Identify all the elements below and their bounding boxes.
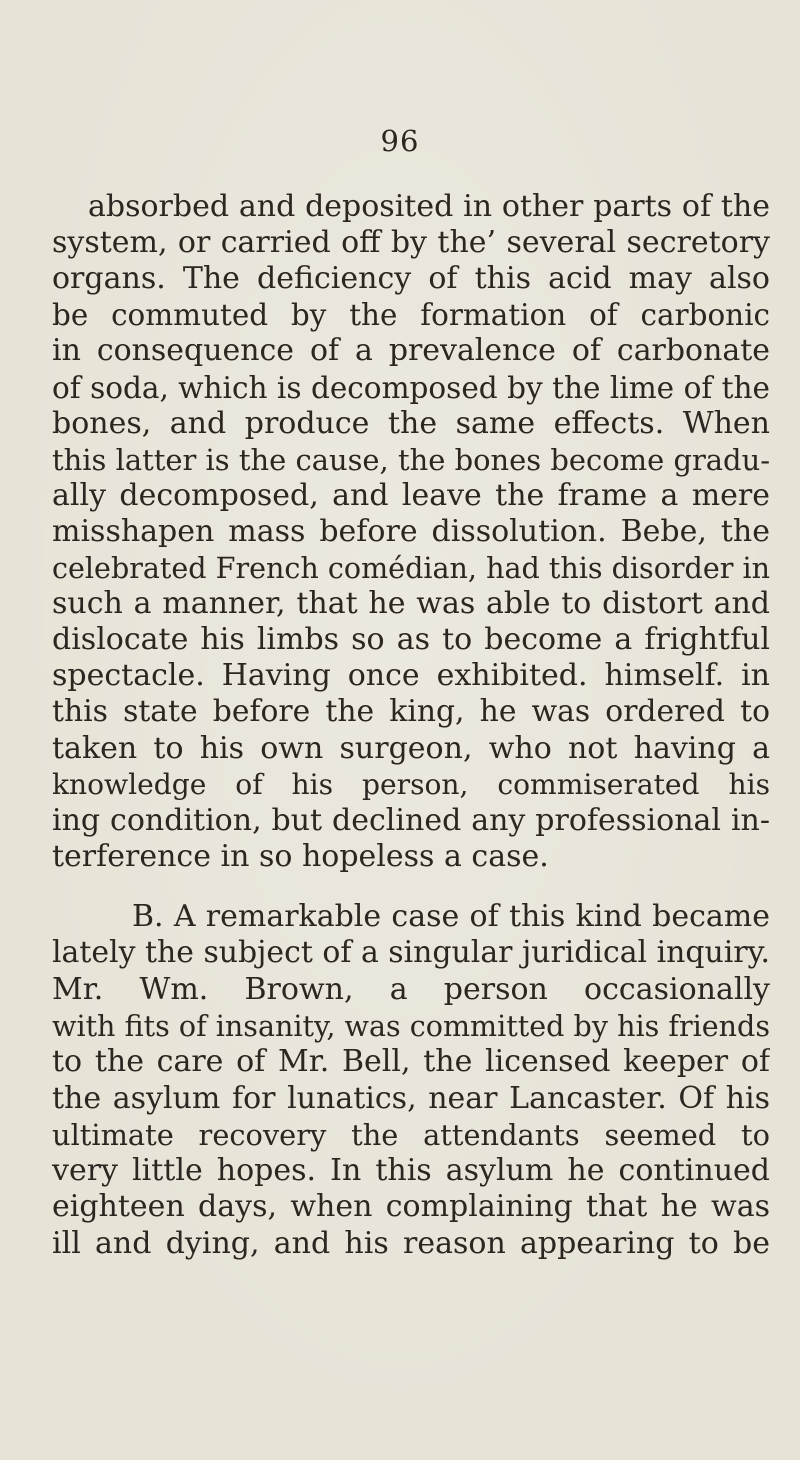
text-line: ing condition, but declined any professional in- — [52, 804, 770, 838]
text-line: taken to his own surgeon, who not having a — [52, 732, 770, 766]
text-line: lately the subject of a singular juridical inquiry. — [52, 936, 770, 970]
text-line: system, or carried off by the’ several secretory — [52, 226, 770, 260]
text-line: very little hopes. In this asylum he continued — [52, 1154, 770, 1188]
text-line: ill and dying, and his reason appearing to be — [52, 1227, 770, 1261]
text-line: in consequence of a prevalence of carbonate — [52, 334, 770, 368]
text-line: dislocate his limbs so as to become a frightful — [52, 623, 770, 657]
text-line: knowledge of his person, commiserated his — [52, 768, 770, 801]
text-line: misshapen mass before dissolution. Bebe, the — [52, 515, 770, 549]
text-line: ally decomposed, and leave the frame a mere — [52, 479, 770, 513]
text-line: of soda, which is decomposed by the lime of the — [52, 371, 770, 405]
text-line: the asylum for lunatics, near Lancaster. Of his — [52, 1082, 770, 1116]
text-line: Mr. Wm. Brown, a person occasionally — [52, 973, 770, 1007]
text-line: to the care of Mr. Bell, the licensed keeper of — [52, 1045, 770, 1079]
text-line: B. A remarkable case of this kind became — [132, 900, 770, 934]
text-line: with fits of insanity, was committed by his friends — [52, 1009, 770, 1043]
text-line: bones, and produce the same effects. When — [52, 407, 770, 441]
text-line: this latter is the cause, the bones become gradu- — [52, 443, 770, 477]
text-line: ultimate recovery the attendants seemed to — [52, 1118, 770, 1152]
text-line: celebrated French comédian, had this disorder in — [52, 551, 770, 585]
text-line: eighteen days, when complaining that he was — [52, 1190, 770, 1224]
text-line: spectacle. Having once exhibited. himself. in — [52, 659, 770, 693]
text-line: absorbed and deposited in other parts of the — [88, 190, 770, 224]
text-line: terference in so hopeless a case. — [52, 839, 549, 874]
text-line: be commuted by the formation of carbonic — [52, 298, 770, 332]
text-line: organs. The deficiency of this acid may also — [52, 262, 770, 296]
text-line: this state before the king, he was ordered to — [52, 695, 770, 729]
page-number: 96 — [380, 124, 420, 158]
text-line: such a manner, that he was able to distort and — [52, 587, 770, 621]
